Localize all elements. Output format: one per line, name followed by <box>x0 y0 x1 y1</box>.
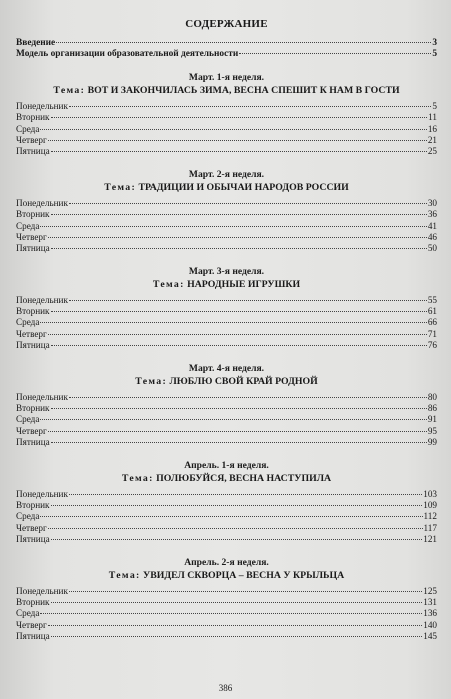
intro-list <box>16 38 437 61</box>
leader-dots <box>69 396 427 398</box>
week-heading: Апрель. 2-я неделя. <box>184 556 269 568</box>
week-heading: Март. 2-я неделя. <box>188 168 265 180</box>
toc-entry-model <box>16 49 437 60</box>
week-heading: Март. 3-я неделя. <box>188 265 265 277</box>
toc-title: СОДЕРЖАНИЕ <box>185 18 268 30</box>
entry-page: 125 <box>423 585 437 596</box>
entry-page: 5 <box>432 100 437 111</box>
page-number: 386 <box>218 683 233 693</box>
entry-label: Понедельник <box>16 391 68 402</box>
week-section <box>16 557 437 643</box>
leader-dots <box>40 612 422 614</box>
leader-dots <box>48 236 427 238</box>
theme-prefix: Тема: <box>121 472 154 484</box>
entry-page: 41 <box>427 220 437 231</box>
week-section <box>16 266 437 352</box>
leader-dots <box>69 105 431 107</box>
leader-dots <box>51 310 427 312</box>
leader-dots <box>56 41 431 43</box>
entry-label: Среда <box>16 123 40 134</box>
entry-page: 109 <box>423 499 437 510</box>
entry-label: Четверг <box>16 425 47 436</box>
entry-label: Четверг <box>16 522 47 533</box>
entry-label: Понедельник <box>16 294 68 305</box>
entry-label: Пятница <box>16 437 50 448</box>
entry-label: Пятница <box>16 631 50 642</box>
entry-page: 99 <box>427 437 437 448</box>
leader-dots <box>51 344 427 346</box>
entry-label: Пятница <box>16 243 50 254</box>
entry-label: Вторник <box>16 403 50 414</box>
leader-dots <box>40 418 426 420</box>
entry-page: 36 <box>427 209 437 220</box>
entry-page: 61 <box>427 306 437 317</box>
theme-title: ВОТ И ЗАКОНЧИЛАСЬ ЗИМА, ВЕСНА СПЕШИТ К НАМ В ГОСТИ <box>87 84 400 96</box>
theme-prefix: Тема: <box>104 181 137 193</box>
theme-title: ЛЮБЛЮ СВОЙ КРАЙ РОДНОЙ <box>169 375 318 387</box>
entry-label: Пятница <box>16 340 50 351</box>
leader-dots <box>51 150 427 152</box>
toc-entry-day <box>16 209 437 220</box>
week-heading: Апрель. 1-я неделя. <box>184 459 269 471</box>
toc-entry-day <box>16 403 437 414</box>
entry-page: 131 <box>423 596 437 607</box>
entry-page: 21 <box>427 134 437 145</box>
leader-dots <box>51 635 423 637</box>
toc-entry-day <box>16 597 437 608</box>
entry-page: 16 <box>427 123 437 134</box>
toc-entry-day <box>16 489 437 500</box>
toc-entry-day <box>16 392 437 403</box>
entry-label: Понедельник <box>16 197 68 208</box>
toc-entry-day <box>16 295 437 306</box>
toc-entry-day <box>16 198 437 209</box>
toc-entry-day <box>16 243 437 254</box>
entry-page: 136 <box>423 608 437 619</box>
leader-dots <box>51 538 423 540</box>
week-section <box>16 460 437 546</box>
entry-label: Понедельник <box>16 585 68 596</box>
leader-dots <box>48 430 427 432</box>
leader-dots <box>69 590 422 592</box>
entry-page: 11 <box>428 112 437 123</box>
toc-entry-day <box>16 534 437 545</box>
entry-page: 76 <box>427 340 437 351</box>
entry-page: 71 <box>427 328 437 339</box>
week-section <box>16 363 437 449</box>
entry-page: 46 <box>427 231 437 242</box>
toc-entry-day <box>16 608 437 619</box>
leader-dots <box>51 247 427 249</box>
leader-dots <box>40 128 426 130</box>
entry-page: 140 <box>423 619 437 630</box>
entry-label: Четверг <box>16 619 47 630</box>
entry-page: 30 <box>427 197 437 208</box>
theme-heading <box>16 375 437 388</box>
theme-heading <box>16 472 437 485</box>
entry-page: 5 <box>432 49 437 60</box>
theme-title: ТРАДИЦИИ И ОБЫЧАИ НАРОДОВ РОССИИ <box>138 181 349 193</box>
toc-entry-day <box>16 437 437 448</box>
leader-dots <box>48 139 427 141</box>
theme-title: НАРОДНЫЕ ИГРУШКИ <box>187 278 301 290</box>
toc-entry-day <box>16 329 437 340</box>
entry-label: Среда <box>16 220 40 231</box>
entry-label: Понедельник <box>16 488 68 499</box>
leader-dots <box>40 225 426 227</box>
entry-label: Вторник <box>16 499 50 510</box>
toc-entry-day <box>16 101 437 112</box>
theme-title: УВИДЕЛ СКВОРЦА – ВЕСНА У КРЫЛЬЦА <box>143 569 345 581</box>
entry-label: Четверг <box>16 328 47 339</box>
toc-entry-day <box>16 306 437 317</box>
entry-label: Пятница <box>16 534 50 545</box>
theme-title: ПОЛЮБУЙСЯ, ВЕСНА НАСТУПИЛА <box>156 472 332 484</box>
entry-label: Среда <box>16 414 40 425</box>
toc-entry-day <box>16 221 437 232</box>
leader-dots <box>69 493 422 495</box>
entry-label: Вторник <box>16 112 50 123</box>
entry-page: 3 <box>432 38 437 48</box>
toc-entry-day <box>16 135 437 146</box>
leader-dots <box>51 601 423 603</box>
theme-heading <box>16 84 437 97</box>
theme-prefix: Тема: <box>53 84 86 96</box>
entry-page: 91 <box>427 414 437 425</box>
theme-heading <box>16 278 437 291</box>
entry-page: 121 <box>423 534 437 545</box>
toc-entry-day <box>16 317 437 328</box>
toc-entry-day <box>16 500 437 511</box>
toc-entry-day <box>16 414 437 425</box>
toc-entry-day <box>16 523 437 534</box>
entry-label: Вторник <box>16 209 50 220</box>
leader-dots <box>48 333 427 335</box>
entry-label: Вторник <box>16 596 50 607</box>
leader-dots <box>51 116 428 118</box>
entry-page: 66 <box>427 317 437 328</box>
toc-entry-day <box>16 426 437 437</box>
toc-entry-day <box>16 586 437 597</box>
entry-label: Пятница <box>16 146 50 157</box>
entry-label: Среда <box>16 317 40 328</box>
leader-dots <box>48 527 423 529</box>
entry-label: Четверг <box>16 231 47 242</box>
entry-page: 80 <box>427 391 437 402</box>
leader-dots <box>40 321 426 323</box>
week-heading: Март. 4-я неделя. <box>188 362 265 374</box>
leader-dots <box>51 441 427 443</box>
toc-entry-day <box>16 146 437 157</box>
sections-list <box>16 72 437 643</box>
entry-label: Вторник <box>16 306 50 317</box>
toc-entry-day <box>16 124 437 135</box>
theme-prefix: Тема: <box>108 569 141 581</box>
leader-dots <box>51 213 427 215</box>
entry-page: 50 <box>427 243 437 254</box>
entry-page: 145 <box>423 631 437 642</box>
theme-heading <box>16 181 437 194</box>
entry-page: 86 <box>427 403 437 414</box>
toc-entry-intro <box>16 38 437 49</box>
theme-heading <box>16 569 437 582</box>
toc-entry-day <box>16 340 437 351</box>
leader-dots <box>40 515 422 517</box>
leader-dots <box>51 504 423 506</box>
week-section <box>16 169 437 255</box>
toc-entry-day <box>16 620 437 631</box>
entry-label: Модель организации образовательной деятельности <box>16 49 239 60</box>
theme-prefix: Тема: <box>135 375 168 387</box>
entry-label: Среда <box>16 511 40 522</box>
toc-entry-day <box>16 232 437 243</box>
entry-label: Среда <box>16 608 40 619</box>
toc-entry-day <box>16 112 437 123</box>
toc-entry-day <box>16 631 437 642</box>
entry-label: Введение <box>16 38 56 48</box>
entry-page: 112 <box>423 511 437 522</box>
theme-prefix: Тема: <box>152 278 185 290</box>
leader-dots <box>239 52 431 54</box>
leader-dots <box>51 407 427 409</box>
week-heading: Март. 1-я неделя. <box>188 71 265 83</box>
entry-label: Понедельник <box>16 100 68 111</box>
entry-page: 103 <box>423 488 437 499</box>
toc-entry-day <box>16 511 437 522</box>
entry-label: Четверг <box>16 134 47 145</box>
leader-dots <box>69 202 427 204</box>
entry-page: 25 <box>427 146 437 157</box>
week-section <box>16 72 437 158</box>
entry-page: 117 <box>423 522 437 533</box>
leader-dots <box>48 624 422 626</box>
leader-dots <box>69 299 427 301</box>
entry-page: 55 <box>427 294 437 305</box>
entry-page: 95 <box>427 425 437 436</box>
